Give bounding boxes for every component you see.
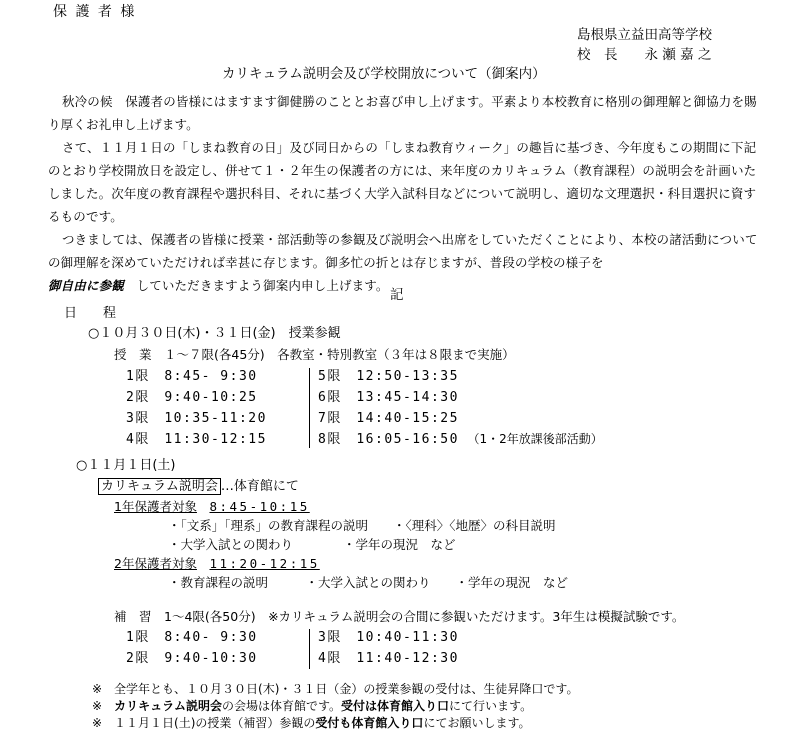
paragraph-request (48, 228, 768, 297)
period8-note: （1・2年放課後部活動） (473, 432, 603, 446)
school-name: 島根県立益田高等学校 (577, 27, 712, 43)
note-2: ※ カリキュラム説明会の会場は体育館です。受付は体育館入り口にて行います。 (92, 699, 533, 713)
principal-name: 校 長 永 瀬 嘉 之 (577, 47, 712, 63)
note-3-bold: 受付も体育館入り口 (315, 716, 424, 730)
period-row: 8限 16:05-16:50 （1・2年放課後部活動） (318, 432, 603, 447)
period-row: 2限 9:40-10:30 (126, 651, 258, 666)
note-3: ※ １１月１日(土)の授業（補習）参観の受付も体育館入り口にてお願いします。 (92, 716, 531, 730)
day2-heading: ○１１月１日(土) (76, 458, 176, 473)
schedule-label: 日 程 (64, 306, 117, 321)
period-row: 4限 11:30-12:15 (126, 432, 267, 447)
supp-periods-right (318, 627, 459, 669)
day1-heading: ○１０月３０日(木)・３１日(金) 授業参観 (88, 326, 341, 341)
paragraph-greeting: 秋冷の候 保護者の皆様にはますます御健勝のこととお喜び申し上げます。平素より本校教育に格別の御理解と御協力を賜り厚くお礼申し上げます。 (48, 94, 757, 132)
grade2-time: 11:20-12:15 (209, 556, 320, 571)
document-title: カリキュラム説明会及び学校開放について（御案内） (222, 66, 546, 82)
day1-subheading: 授 業 １～７限(各45分) 各教室・特別教室（３年は８限まで実施） (114, 347, 515, 362)
day1-periods-right (318, 366, 603, 450)
period-divider (309, 368, 310, 448)
period-row: 3限 10:35-11:20 (126, 411, 267, 426)
request-emphasis: 御自由に参観 (48, 278, 124, 293)
period-row: 3限 10:40-11:30 (318, 630, 459, 645)
day1-periods-left (126, 366, 267, 450)
paragraph-purpose: さて、１１月１日の「しまね教育の日」及び同日からの「しまね教育ウィーク」の趣旨に基づき、今年度もこの期間に下記のとおり学校開放日を設定し、併せて１・２年生の保護者の方には、来年度のカリキュラム（教育課程）の説明会を計画いたしました。次年度の教育課程や選択科目、それに基づく大学入試科目などについて説明し、適切な文理選択・科目選択に資するものです。 (48, 140, 757, 224)
request-closing: していただきますよう御案内申し上げます。 (136, 278, 389, 293)
session-box: カリキュラム説明会 (98, 478, 221, 495)
note-2-bold2: 受付は体育館入り口 (341, 699, 450, 713)
addressee: 保 護 者 様 (53, 4, 137, 20)
note-1: ※ 全学年とも、１０月３０日(木)・３１日（金）の授業参観の受付は、生徒昇降口です。 (92, 682, 579, 696)
grade1-line (114, 499, 310, 515)
supp-periods-left (126, 627, 258, 669)
grade2-items: ・教育課程の説明 ・大学入試との関わり ・学年の現況 など (168, 575, 569, 590)
supp-divider (309, 629, 310, 669)
grade1-item1: ・「文系」「理系」の教育課程の説明 ・〈理科〉〈地歴〉の科目説明 (168, 518, 556, 533)
grade2-line (114, 556, 320, 572)
period-row: 7限 14:40-15:25 (318, 411, 459, 426)
period-row: 4限 11:40-12:30 (318, 651, 459, 666)
session-line (98, 479, 299, 495)
grade2-label: 2年保護者対象 (114, 556, 197, 571)
period-row: 1限 8:40- 9:30 (126, 630, 258, 645)
grade1-time: 8:45-10:15 (209, 499, 310, 514)
grade1-item2: ・大学入試との関わり ・学年の現況 など (168, 537, 456, 552)
grade1-label: 1年保護者対象 (114, 499, 197, 514)
ki-heading: 記 (390, 287, 404, 303)
period-row: 5限 12:50-13:35 (318, 369, 459, 384)
period-row: 1限 8:45- 9:30 (126, 369, 258, 384)
session-place: …体育館にて (220, 479, 299, 494)
note-2-bold: カリキュラム説明会 (114, 699, 222, 713)
period-row: 2限 9:40-10:25 (126, 390, 258, 405)
request-text: つきましては、保護者の皆様に授業・部活動等の参観及び説明会へ出席をしていただくことにより、本校の諸活動についての御理解を深めていただければ幸甚に存じます。御多忙の折とは存じますが、普段の学校の様子を (48, 232, 758, 270)
period-row: 6限 13:45-14:30 (318, 390, 459, 405)
supp-heading: 補 習 1～4限(各50分) ※カリキュラム説明会の合間に参観いただけます。3年生は模擬試験です。 (114, 609, 685, 624)
